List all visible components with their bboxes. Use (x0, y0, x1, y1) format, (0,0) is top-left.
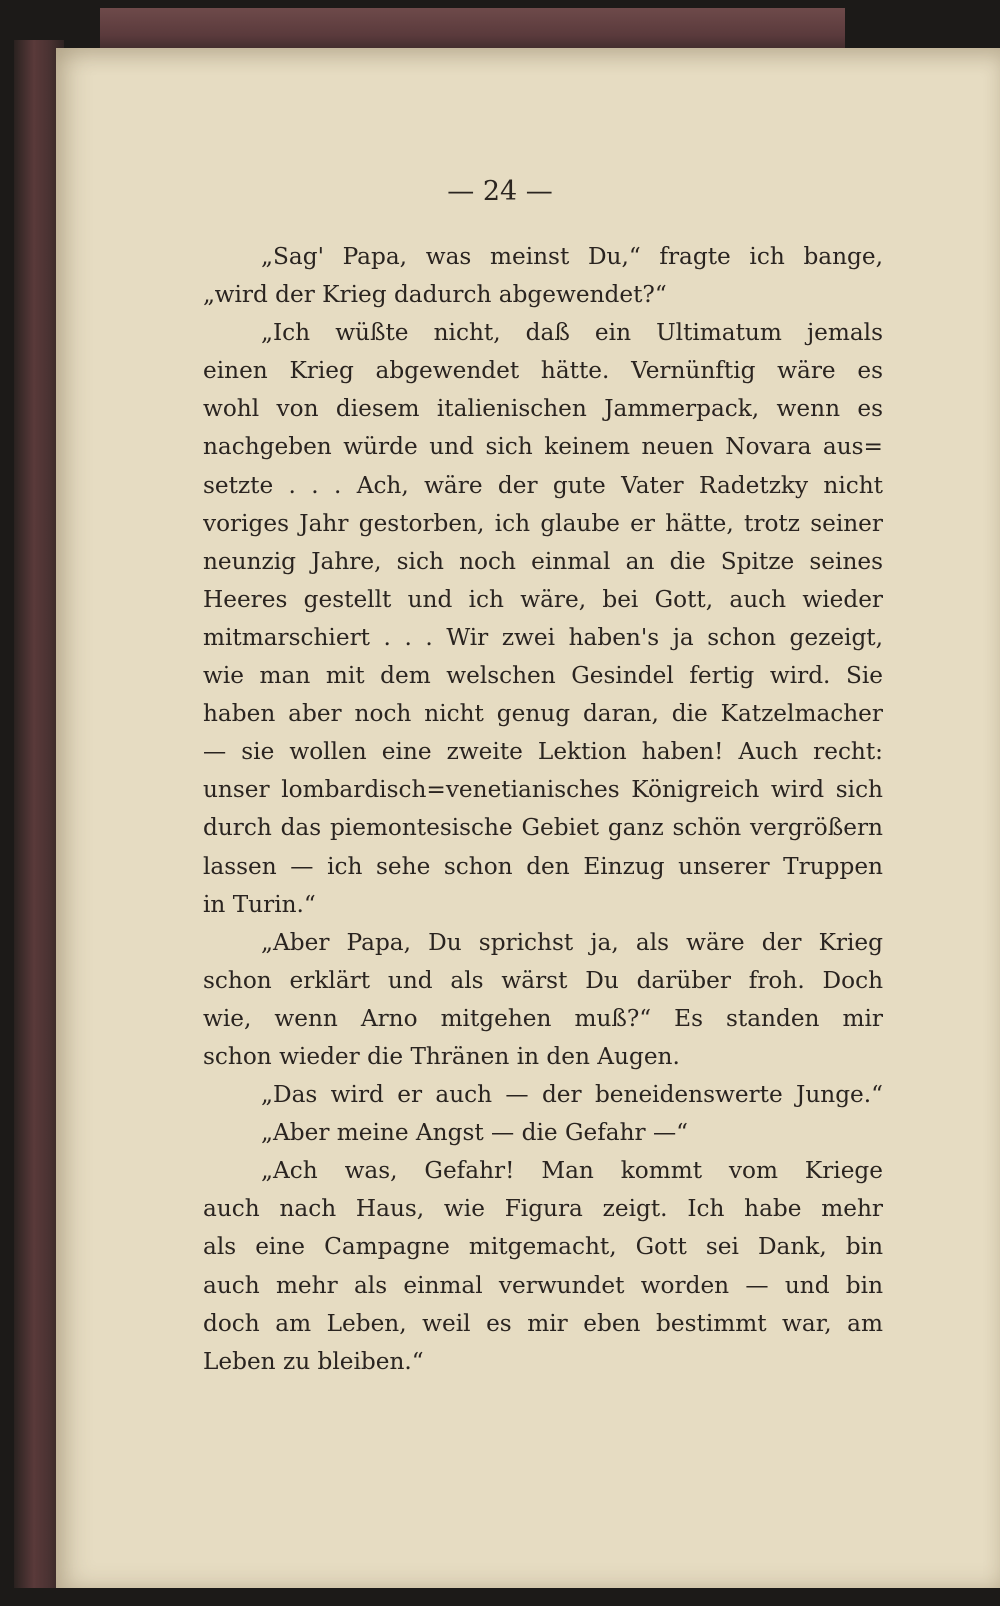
text-line: „Ach was, Gefahr! Man kommt vom Kriege (261, 1157, 883, 1185)
text-line: schon erklärt und als wärst Du darüber froh. Doch (203, 966, 883, 994)
text-line: schon wieder die Thränen in den Augen. (203, 1042, 680, 1070)
text-line: einen Krieg abgewendet hätte. Vernünftig wäre es (203, 357, 883, 385)
text-line: unser lombardisch=venetianisches Königreich wird sich (203, 776, 883, 804)
text-line: Heeres gestellt und ich wäre, bei Gott, auch wieder (203, 585, 883, 613)
text-line: wie, wenn Arno mitgehen muß?“ Es standen mir (203, 1004, 883, 1032)
text-line: doch am Leben, weil es mir eben bestimmt war, am (203, 1309, 883, 1337)
text-line: wohl von diesem italienischen Jammerpack, wenn es (203, 395, 883, 423)
text-line: „Das wird er auch — der beneidenswerte Junge.“ (261, 1081, 883, 1109)
text-line: als eine Campagne mitgemacht, Gott sei Dank, bin (203, 1233, 883, 1261)
text-line: auch nach Haus, wie Figura zeigt. Ich habe mehr (203, 1195, 883, 1223)
text-line: nachgeben würde und sich keinem neuen Novara aus= (203, 433, 883, 461)
text-line: haben aber noch nicht genug daran, die Katzelmacher (203, 700, 883, 728)
text-line: wie man mit dem welschen Gesindel fertig wird. Sie (203, 662, 883, 690)
text-line: „Aber meine Angst — die Gefahr —“ (261, 1119, 689, 1147)
page-number: — 24 — (447, 176, 553, 207)
text-line: setzte . . . Ach, wäre der gute Vater Radetzky nicht (203, 471, 883, 499)
text-line: „Sag' Papa, was meinst Du,“ fragte ich bange, (261, 243, 883, 270)
text-line: auch mehr als einmal verwundet worden — und bin (203, 1271, 883, 1299)
text-line: „Aber Papa, Du sprichst ja, als wäre der Krieg (261, 928, 883, 956)
text-line: „wird der Krieg dadurch abgewendet?“ (203, 281, 667, 309)
text-line: voriges Jahr gestorben, ich glaube er hätte, trotz seiner (203, 509, 883, 537)
text-line: — sie wollen eine zweite Lektion haben! Auch recht: (203, 738, 883, 766)
text-line: durch das piemontesische Gebiet ganz schön vergrößern (203, 814, 883, 842)
body-text (203, 238, 883, 1381)
text-line: neunzig Jahre, sich noch einmal an die Spitze seines (203, 547, 883, 575)
text-line: mitmarschiert . . . Wir zwei haben's ja schon gezeigt, (203, 623, 883, 651)
text-line: lassen — ich sehe schon den Einzug unserer Truppen (203, 852, 883, 880)
text-line: „Ich wüßte nicht, daß ein Ultimatum jemals (261, 319, 883, 347)
text-line: Leben zu bleiben.“ (203, 1347, 424, 1375)
text-line: in Turin.“ (203, 890, 316, 918)
